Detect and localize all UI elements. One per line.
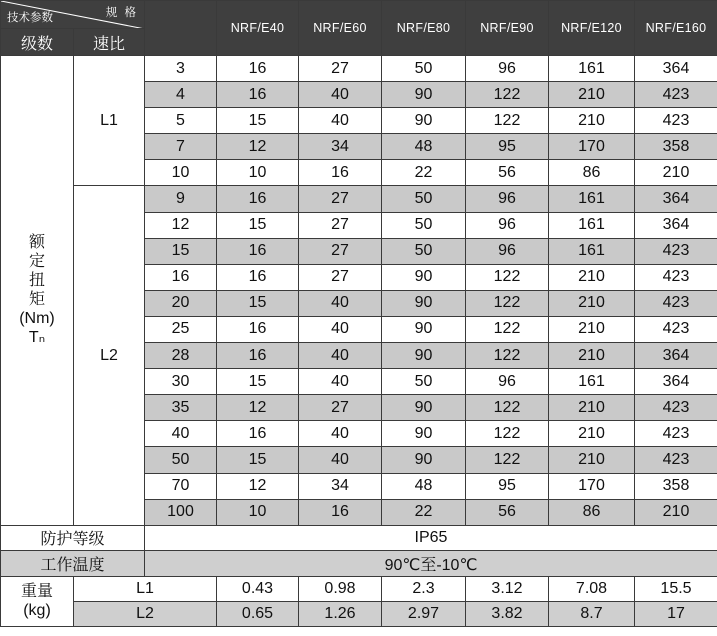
torque-value-cell: 122 xyxy=(466,421,549,447)
torque-value-cell: 161 xyxy=(549,238,635,264)
torque-value-cell: 161 xyxy=(549,369,635,395)
torque-value-cell: 358 xyxy=(635,134,717,160)
ratio-cell: 9 xyxy=(145,186,217,212)
torque-value-cell: 90 xyxy=(382,264,466,290)
torque-value-cell: 90 xyxy=(382,290,466,316)
torque-value-cell: 27 xyxy=(299,238,382,264)
rated-torque-label-line: Tₙ xyxy=(28,329,46,347)
ratio-cell: 40 xyxy=(145,421,217,447)
torque-value-cell: 50 xyxy=(382,369,466,395)
ratio-cell: 7 xyxy=(145,134,217,160)
torque-value-cell: 96 xyxy=(466,56,549,82)
torque-value-cell: 122 xyxy=(466,264,549,290)
torque-value-cell: 122 xyxy=(466,108,549,134)
level-column-header: 级数 xyxy=(1,29,74,56)
model-header: NRF/E80 xyxy=(382,1,466,56)
weight-value-cell: 2.3 xyxy=(382,576,466,601)
torque-value-cell: 90 xyxy=(382,447,466,473)
ratio-cell: 100 xyxy=(145,499,217,525)
torque-value-cell: 170 xyxy=(549,473,635,499)
weight-value-cell: 0.98 xyxy=(299,576,382,601)
ratio-column-header: 速比 xyxy=(74,29,145,56)
torque-value-cell: 50 xyxy=(382,186,466,212)
torque-value-cell: 27 xyxy=(299,264,382,290)
torque-value-cell: 122 xyxy=(466,290,549,316)
torque-value-cell: 90 xyxy=(382,343,466,369)
torque-value-cell: 95 xyxy=(466,473,549,499)
torque-value-cell: 27 xyxy=(299,212,382,238)
weight-value-cell: 17 xyxy=(635,601,717,626)
torque-value-cell: 161 xyxy=(549,56,635,82)
torque-value-cell: 40 xyxy=(299,343,382,369)
weight-value-cell: 7.08 xyxy=(549,576,635,601)
temperature-row xyxy=(1,550,717,576)
torque-value-cell: 40 xyxy=(299,447,382,473)
torque-value-cell: 22 xyxy=(382,499,466,525)
ratio-cell: 10 xyxy=(145,160,217,186)
weight-row xyxy=(1,601,717,626)
torque-value-cell: 34 xyxy=(299,473,382,499)
rated-torque-label-line: (Nm) xyxy=(19,310,55,328)
torque-value-cell: 161 xyxy=(549,212,635,238)
torque-value-cell: 210 xyxy=(549,264,635,290)
torque-value-cell: 423 xyxy=(635,395,717,421)
torque-value-cell: 122 xyxy=(466,82,549,108)
header-corner-cell xyxy=(1,1,145,29)
torque-value-cell: 96 xyxy=(466,238,549,264)
torque-value-cell: 96 xyxy=(466,186,549,212)
torque-value-cell: 16 xyxy=(299,499,382,525)
torque-value-cell: 16 xyxy=(217,343,299,369)
weight-value-cell: 8.7 xyxy=(549,601,635,626)
torque-value-cell: 27 xyxy=(299,186,382,212)
weight-label xyxy=(1,576,74,626)
torque-value-cell: 12 xyxy=(217,473,299,499)
torque-value-cell: 210 xyxy=(549,316,635,342)
temperature-label: 工作温度 xyxy=(1,550,145,576)
torque-value-cell: 90 xyxy=(382,395,466,421)
torque-value-cell: 48 xyxy=(382,473,466,499)
ratio-cell: 3 xyxy=(145,56,217,82)
model-header: NRF/E90 xyxy=(466,1,549,56)
torque-value-cell: 27 xyxy=(299,395,382,421)
ratio-cell: 28 xyxy=(145,343,217,369)
torque-value-cell: 40 xyxy=(299,421,382,447)
spec-header-label: 规 格 xyxy=(105,7,138,19)
torque-value-cell: 15 xyxy=(217,369,299,395)
weight-label-line: (kg) xyxy=(23,602,51,620)
table-row xyxy=(1,186,717,212)
torque-value-cell: 56 xyxy=(466,160,549,186)
torque-value-cell: 40 xyxy=(299,369,382,395)
torque-value-cell: 364 xyxy=(635,56,717,82)
ratio-cell: 50 xyxy=(145,447,217,473)
ratio-cell: 16 xyxy=(145,264,217,290)
torque-value-cell: 40 xyxy=(299,316,382,342)
weight-value-cell: 3.12 xyxy=(466,576,549,601)
ratio-cell: 20 xyxy=(145,290,217,316)
level-cell: L1 xyxy=(74,56,145,186)
weight-value-cell: 2.97 xyxy=(382,601,466,626)
rated-torque-label-line: 矩 xyxy=(28,291,45,309)
torque-value-cell: 95 xyxy=(466,134,549,160)
torque-value-cell: 40 xyxy=(299,82,382,108)
ratio-cell: 30 xyxy=(145,369,217,395)
torque-value-cell: 210 xyxy=(549,108,635,134)
rated-torque-label-line: 定 xyxy=(28,253,45,271)
torque-value-cell: 210 xyxy=(635,160,717,186)
weight-label-line: 重量 xyxy=(20,583,53,601)
torque-value-cell: 40 xyxy=(299,108,382,134)
torque-value-cell: 90 xyxy=(382,316,466,342)
protection-value: IP65 xyxy=(145,525,717,550)
torque-value-cell: 15 xyxy=(217,290,299,316)
weight-value-cell: 0.65 xyxy=(217,601,299,626)
torque-value-cell: 10 xyxy=(217,499,299,525)
ratio-cell: 35 xyxy=(145,395,217,421)
ratio-cell: 4 xyxy=(145,82,217,108)
torque-value-cell: 364 xyxy=(635,369,717,395)
torque-value-cell: 210 xyxy=(549,82,635,108)
temperature-value: 90℃至-10℃ xyxy=(145,550,717,576)
torque-value-cell: 423 xyxy=(635,290,717,316)
torque-value-cell: 12 xyxy=(217,134,299,160)
model-header: NRF/E120 xyxy=(549,1,635,56)
torque-value-cell: 364 xyxy=(635,343,717,369)
torque-value-cell: 10 xyxy=(217,160,299,186)
level-cell: L2 xyxy=(74,186,145,525)
torque-value-cell: 16 xyxy=(217,186,299,212)
model-header: NRF/E60 xyxy=(299,1,382,56)
rated-torque-label-line: 额 xyxy=(28,234,45,252)
torque-value-cell: 423 xyxy=(635,264,717,290)
torque-value-cell: 210 xyxy=(549,447,635,473)
torque-value-cell: 16 xyxy=(217,264,299,290)
torque-value-cell: 96 xyxy=(466,212,549,238)
torque-value-cell: 12 xyxy=(217,395,299,421)
torque-value-cell: 423 xyxy=(635,82,717,108)
weight-value-cell: 0.43 xyxy=(217,576,299,601)
torque-value-cell: 48 xyxy=(382,134,466,160)
torque-value-cell: 210 xyxy=(549,395,635,421)
torque-value-cell: 40 xyxy=(299,290,382,316)
weight-level-cell: L1 xyxy=(74,576,217,601)
torque-value-cell: 423 xyxy=(635,421,717,447)
torque-value-cell: 16 xyxy=(217,421,299,447)
weight-value-cell: 3.82 xyxy=(466,601,549,626)
torque-value-cell: 210 xyxy=(549,343,635,369)
torque-value-cell: 423 xyxy=(635,238,717,264)
torque-value-cell: 122 xyxy=(466,395,549,421)
protection-label: 防护等级 xyxy=(1,525,145,550)
torque-value-cell: 423 xyxy=(635,108,717,134)
header-row xyxy=(1,1,717,29)
torque-value-cell: 27 xyxy=(299,56,382,82)
table-row xyxy=(1,56,717,82)
protection-row xyxy=(1,525,717,550)
torque-value-cell: 15 xyxy=(217,447,299,473)
torque-value-cell: 364 xyxy=(635,212,717,238)
torque-value-cell: 15 xyxy=(217,212,299,238)
torque-value-cell: 56 xyxy=(466,499,549,525)
rated-torque-label xyxy=(1,56,74,526)
torque-value-cell: 423 xyxy=(635,447,717,473)
weight-value-cell: 15.5 xyxy=(635,576,717,601)
torque-value-cell: 90 xyxy=(382,108,466,134)
weight-row xyxy=(1,576,717,601)
torque-value-cell: 50 xyxy=(382,56,466,82)
torque-value-cell: 16 xyxy=(217,316,299,342)
model-header: NRF/E40 xyxy=(217,1,299,56)
torque-value-cell: 86 xyxy=(549,499,635,525)
weight-value-cell: 1.26 xyxy=(299,601,382,626)
torque-value-cell: 170 xyxy=(549,134,635,160)
torque-value-cell: 22 xyxy=(382,160,466,186)
torque-value-cell: 364 xyxy=(635,186,717,212)
torque-value-cell: 50 xyxy=(382,212,466,238)
torque-value-cell: 122 xyxy=(466,447,549,473)
torque-value-cell: 34 xyxy=(299,134,382,160)
torque-value-cell: 50 xyxy=(382,238,466,264)
torque-value-cell: 15 xyxy=(217,108,299,134)
rated-torque-label-line: 扭 xyxy=(28,272,45,290)
ratio-cell: 12 xyxy=(145,212,217,238)
torque-value-cell: 122 xyxy=(466,316,549,342)
torque-value-cell: 90 xyxy=(382,421,466,447)
torque-value-cell: 16 xyxy=(299,160,382,186)
torque-value-cell: 210 xyxy=(635,499,717,525)
torque-value-cell: 210 xyxy=(549,290,635,316)
torque-value-cell: 122 xyxy=(466,343,549,369)
torque-value-cell: 423 xyxy=(635,316,717,342)
torque-value-cell: 161 xyxy=(549,186,635,212)
torque-value-cell: 90 xyxy=(382,82,466,108)
weight-level-cell: L2 xyxy=(74,601,217,626)
ratio-cell: 70 xyxy=(145,473,217,499)
torque-value-cell: 16 xyxy=(217,238,299,264)
torque-value-cell: 16 xyxy=(217,56,299,82)
ratio-cell: 25 xyxy=(145,316,217,342)
torque-value-cell: 16 xyxy=(217,82,299,108)
ratio-cell: 5 xyxy=(145,108,217,134)
model-header: NRF/E160 xyxy=(635,1,717,56)
ratio-cell: 15 xyxy=(145,238,217,264)
torque-value-cell: 210 xyxy=(549,421,635,447)
torque-value-cell: 358 xyxy=(635,473,717,499)
torque-value-cell: 96 xyxy=(466,369,549,395)
torque-value-cell: 86 xyxy=(549,160,635,186)
tech-params-header-label: 技术参数 xyxy=(7,12,53,24)
